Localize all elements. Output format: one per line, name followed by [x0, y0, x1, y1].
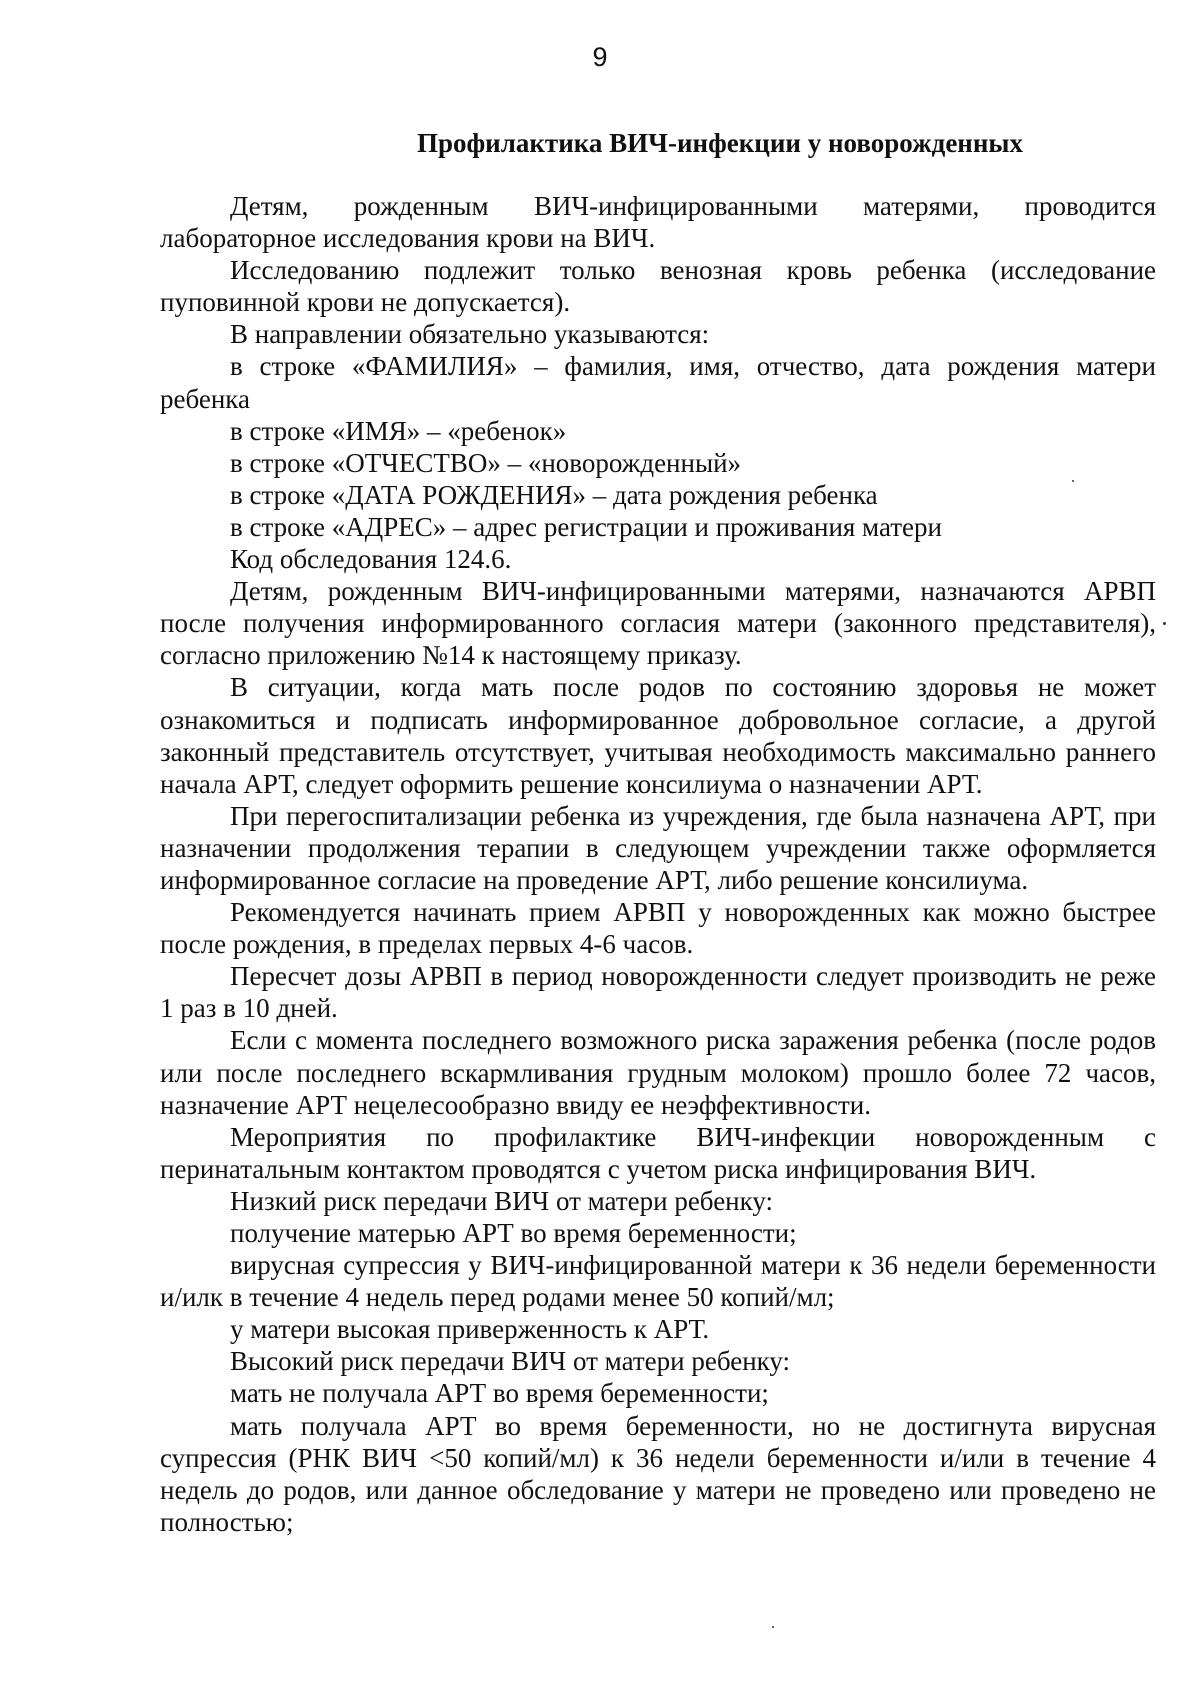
paragraph: Рекомендуется начинать прием АРВП у новорожденных как можно быстрее после рождения, в пределах первых 4-6 часов. [160, 897, 1156, 960]
paragraph: у матери высокая приверженность к АРТ. [230, 1314, 710, 1345]
paragraph: в строке «ИМЯ» – «ребенок» [230, 415, 567, 446]
paragraph: Детям, рожденным ВИЧ-инфицированными матерями, проводится лабораторное исследования крови на ВИЧ. [160, 191, 1156, 254]
scan-speck [772, 1626, 774, 1628]
paragraph: Исследованию подлежит только венозная кровь ребенка (исследование пуповинной крови не допускается). [160, 255, 1156, 318]
paragraph: Высокий риск передачи ВИЧ от матери ребенку: [230, 1346, 791, 1377]
paragraph: Пересчет дозы АРВП в период новорожденности следует производить не реже 1 раз в 10 дней. [160, 961, 1156, 1024]
document-body [160, 190, 1156, 1538]
paragraph: в строке «ОТЧЕСТВО» – «новорожденный» [230, 447, 742, 478]
scan-speck [1163, 622, 1166, 625]
paragraph: Код обследования 124.6. [230, 544, 512, 575]
paragraph: в строке «ДАТА РОЖДЕНИЯ» – дата рождения ребенка [230, 479, 878, 510]
paragraph: При перегоспитализации ребенка из учреждения, где была назначена АРТ, при назначении продолжения терапии в следующем учреждении также оформляется информированное согласие на проведение АРТ, либо решение консилиума. [160, 800, 1156, 895]
page-number: 9 [592, 42, 608, 72]
paragraph: В направлении обязательно указываются: [230, 319, 710, 350]
paragraph: В ситуации, когда мать после родов по состоянию здоровья не может ознакомиться и подписать информированное добровольное согласие, а другой законный представитель отсутствует, учитывая необходимость максимально раннего начала АРТ, следует оформить решение консилиума о назначении АРТ. [160, 672, 1156, 799]
section-title: Профилактика ВИЧ-инфекции у новорожденных [416, 128, 1024, 158]
paragraph: мать не получала АРТ во время беременности; [230, 1378, 769, 1409]
paragraph: мать получала АРТ во время беременности, но не достигнута вирусная супрессия (РНК ВИЧ <50 копий/мл) к 36 недели беременности и/или в течение 4 недель до родов, или данное обследование у матери не проведено или проведено не полностью; [160, 1410, 1156, 1537]
paragraph: Детям, рожденным ВИЧ-инфицированными матерями, назначаются АРВП после получения информированного согласия матери (законного представителя), согласно приложению №14 к настоящему приказу. [160, 576, 1156, 671]
scan-speck [1072, 480, 1074, 482]
paragraph: Низкий риск передачи ВИЧ от матери ребенку: [230, 1185, 774, 1216]
paragraph: Мероприятия по профилактике ВИЧ-инфекции новорожденным с перинатальным контактом проводятся с учетом риска инфицирования ВИЧ. [160, 1121, 1156, 1184]
paragraph: получение матерью АРТ во время беременности; [230, 1218, 797, 1248]
paragraph: Если с момента последнего возможного риска заражения ребенка (после родов или после последнего вскармливания грудным молоком) прошло более 72 часов, назначение АРТ нецелесообразно ввиду ее неэффективности. [160, 1025, 1156, 1120]
paragraph: в строке «ФАМИЛИЯ» – фамилия, имя, отчество, дата рождения матери ребенка [160, 351, 1156, 414]
paragraph: вирусная супрессия у ВИЧ-инфицированной матери к 36 недели беременности и/илк в течение 4 недель перед родами менее 50 копий/мл; [160, 1250, 1156, 1313]
paragraph: в строке «АДРЕС» – адрес регистрации и проживания матери [230, 511, 942, 542]
